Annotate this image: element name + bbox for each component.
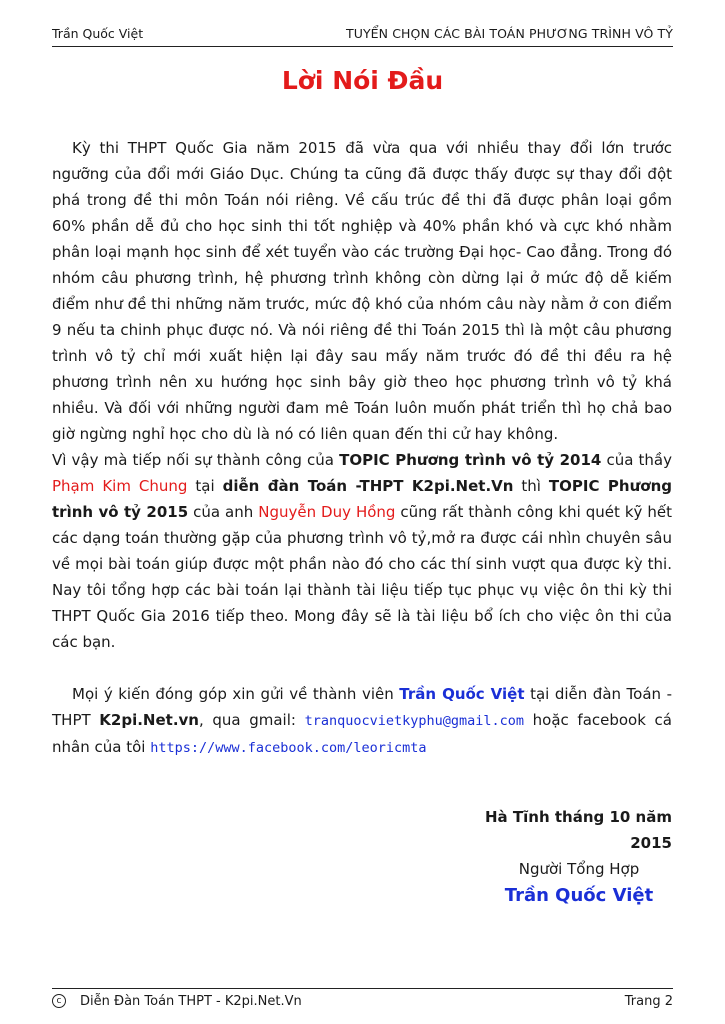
header-author: Trần Quốc Việt [52,26,144,41]
forum-name: diễn đàn Toán -THPT K2pi.Net.Vn [222,477,514,495]
teacher-name: Phạm Kim Chung [52,477,188,495]
intro-paragraph: Kỳ thi THPT Quốc Gia năm 2015 đã vừa qua với nhiều thay đổi lớn trước ngưỡng của đổi mới Giáo Dục. Chúng ta cũng đã được thấy được sự thay đổi đột phá trong đề thi môn Toán nói riêng. Về cấu trúc đề thi đã được phân loại gồm 60% phần dễ đủ cho học sinh thi tốt nghiệp và 40% phần khó và cực khó nhằm phân loại mạnh học sinh để xét tuyển vào các trường Đại học- Cao đẳng. Trong đó nhóm câu phương trình, hệ phương trình không còn dừng lại ở mức độ dễ kiếm điểm như đề thi những năm trước, mức độ khó của nhóm câu này nằm ở con điểm 9 nếu ta chinh phục được nó. Và nói riêng đề thi Toán 2015 thì là một câu phương trình vô tỷ chỉ mới xuất hiện lại đây sau mấy năm trước đó đề thi đều ra hệ phương trình nên xu hướng học sinh bây giờ theo học phương trình vô tỷ khá nhiều. Và đối với những người đam mê Toán luôn muốn phát triển thì họ chả bao giờ ngừng nghỉ học cho dù là nó có liên quan đến thi cử hay không. [52,139,672,443]
text-span: Mọi ý kiến đóng góp xin gửi về thành viên [72,685,400,703]
topic-2015-name: TOPIC Phương trình vô tỷ 2015 [52,477,672,521]
document-body [52,135,672,761]
text-span: tại [187,477,223,495]
page-title: Lời Nói Đầu [281,66,444,95]
member-name: Trần Quốc Việt [399,685,525,703]
signature-block [440,804,672,910]
text-span: của anh [188,503,259,521]
footer-left [52,989,302,1015]
page-footer [52,988,673,1013]
text-span: của thầy [601,451,672,469]
signature-place-date: Hà Tĩnh tháng 10 năm 2015 [485,808,672,852]
page-header [52,26,673,47]
paragraph-gap [52,655,672,681]
text-span: , qua gmail: [198,711,305,729]
topic-2014-name: TOPIC Phương trình vô tỷ 2014 [339,451,602,469]
author-name: Nguyễn Duy Hồng [258,503,396,521]
signature-role: Người Tổng Hợp [518,860,640,878]
text-span: tại diễn đàn Toán - THPT [52,685,673,729]
footer-site: Diễn Đàn Toán THPT - K2pi.Net.Vn [80,994,302,1009]
text-span: Vì vậy mà tiếp nối sự thành công của [52,451,340,469]
page-number: Trang 2 [624,994,673,1009]
header-document-title: TUYỂN CHỌN CÁC BÀI TOÁN PHƯƠNG TRÌNH VÔ TỶ [345,26,673,41]
email-link[interactable]: tranquocvietkyphu@gmail.com [304,713,525,729]
text-span: thì [513,477,549,495]
text-span: cũng rất thành công khi quét kỹ hết các dạng toán thường gặp của phương trình vô tỷ,mở ra được cái nhìn chuyên sâu về mọi bài toán giúp được một phần nào đó cho các thí sinh vượt qua được kỳ thi. Nay tôi tổng hợp các bài toán lại thành tài liệu tiếp tục phục vụ việc ôn thi kỳ thi THPT Quốc Gia 2016 tiếp theo. Mong đây sẽ là tài liệu bổ ích cho việc ôn thi của các bạn. [52,503,672,651]
facebook-link[interactable]: https://www.facebook.com/leoricmta [150,740,427,756]
site-name: K2pi.Net.vn [99,711,199,729]
contact-paragraph [52,681,672,761]
copyright-icon: c [52,994,66,1008]
text-span: hoặc facebook cá nhân của tôi [52,711,672,756]
signature-name: Trần Quốc Việt [504,885,654,906]
topic-paragraph [52,447,672,655]
